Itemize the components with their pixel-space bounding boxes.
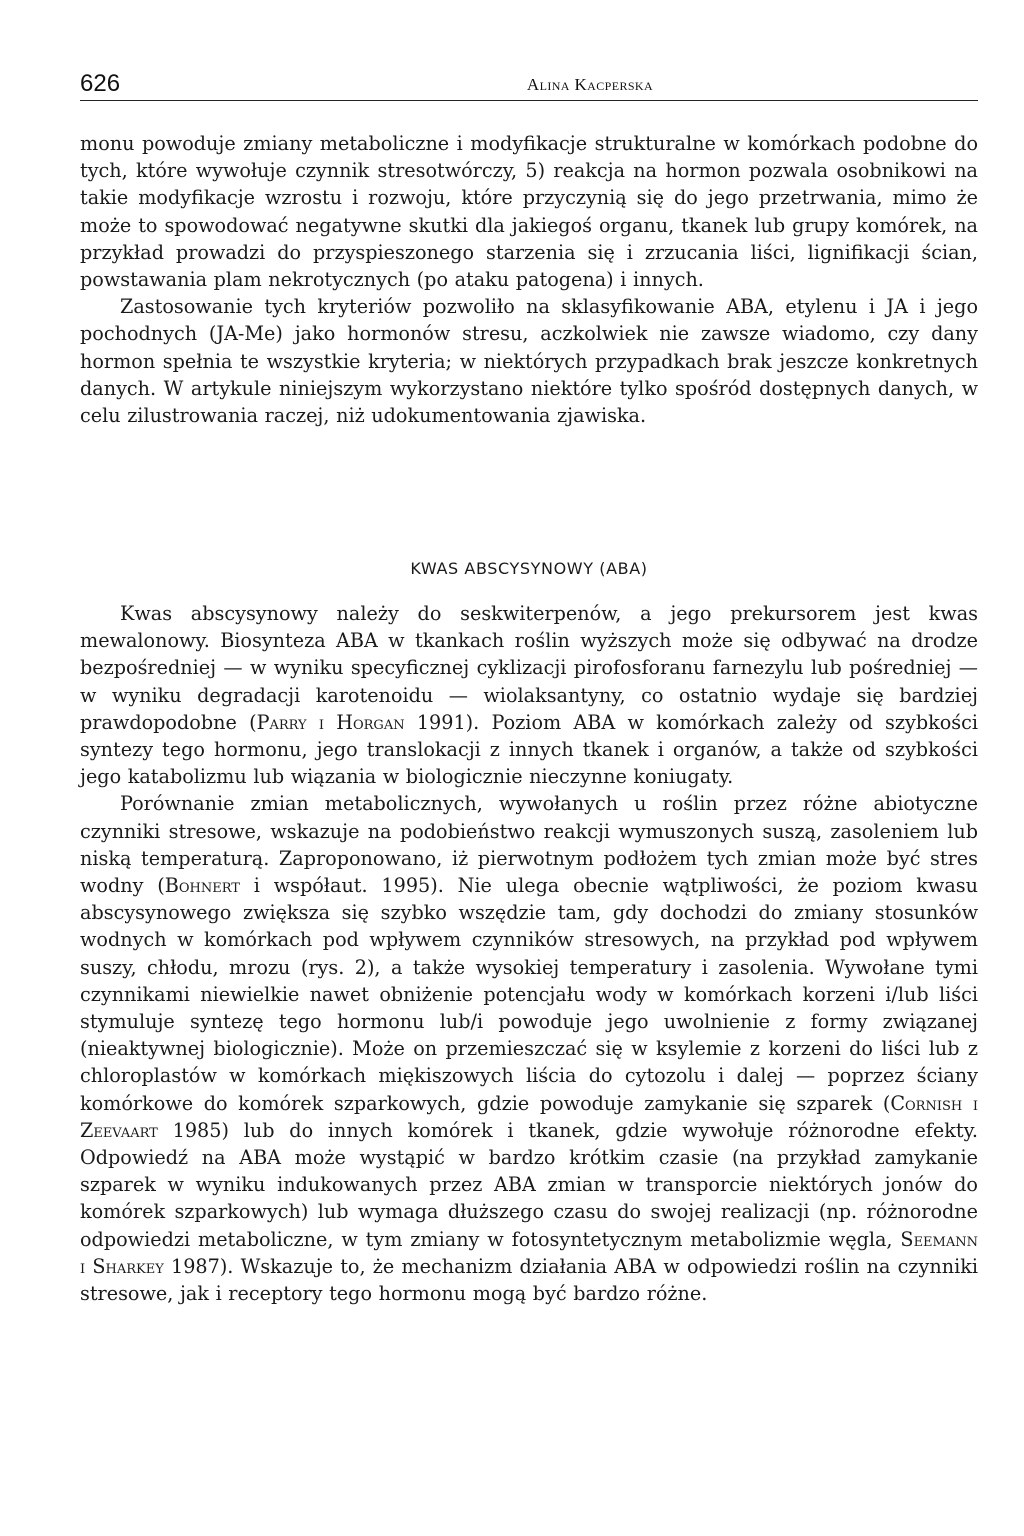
page-number: 626 (80, 70, 121, 97)
citation-parry-horgan: Parry i Horgan (256, 710, 405, 734)
section-text (80, 600, 978, 1307)
section-paragraph-2-text-a: Porównanie zmian metabolicznych, wywołanych u roślin przez różne abiotyczne czynniki stresowe, wskazuje na podobieństwo reakcji wymuszonych suszą, zasoleniem lub niską temperaturą. Zaproponowano, iż pierwotnym podłożem tych zmian może być stres wodny ( (80, 792, 978, 898)
intro-text (80, 130, 978, 429)
section-heading: KWAS ABSCYSYNOWY (ABA) (410, 559, 648, 578)
section-paragraph-1-text-b: 1991). Poziom ABA w komórkach zależy od szybkości syntezy tego hormonu, jego translokacji z innych tkanek i organów, a także od szybkości jego katabolizmu lub wiązania w biologicznie nieczynne koniugaty. (80, 710, 979, 789)
intro-paragraph-1: monu powoduje zmiany metaboliczne i modyfikacje strukturalne w komórkach podobne do tych, które wywołuje czynnik stresotwórczy, 5) reakcja na hormon pozwala osobnikowi na takie modyfikacje wzrostu i rozwoju, które przyczynią się do jego przetrwania, mimo że może to spowodować negatywne skutki dla jakiegoś organu, tkanek lub grupy komórek, na przykład prowadzi do przyspieszonego starzenia się i zrzucania liści, lignifikacji ścian, powstawania plam nekrotycznych (po ataku patogena) i innych. (80, 132, 978, 292)
intro-paragraph-2: Zastosowanie tych kryteriów pozwoliło na sklasyfikowanie ABA, etylenu i JA i jego pochodnych (JA-Me) jako hormonów stresu, aczkolwiek nie zawsze wiadomo, czy dany hormon spełnia te wszystkie kryteria; w niektórych przypadkach brak jeszcze konkretnych danych. W artykule niniejszym wykorzystano niektóre tylko spośród dostępnych danych, w celu zilustrowania raczej, niż udokumentowania zjawiska. (80, 295, 978, 428)
section-paragraph-2-text-b: i współaut. 1995). Nie ulega obecnie wątpliwości, że poziom kwasu abscysynowego zwiększa się szybko wszędzie tam, gdy dochodzi do zmiany stosunków wodnych w komórkach pod wpływem czynników stresowych, na przykład pod wpływem suszy, chłodu, mrozu (rys. 2), a także wysokiej temperatury i zasolenia. Wywołane tymi czynnikami niewielkie nawet obniżenie potencjału wody w komórkach korzeni i/lub liści stymuluje syntezę tego hormonu lub/i powoduje jego uwolnienie z formy związanej (nieaktywnej biologicznie). Może on przemieszczać się w ksylemie z korzeni do liści lub z chloroplastów w komórkach miękiszowych liścia do cytozolu i dalej — poprzez ściany komórkowe do komórek szparkowych, gdzie powoduje zamykanie się szparek ( (80, 874, 978, 1115)
page-header (80, 66, 978, 102)
section-paragraph-2 (80, 790, 978, 1307)
section-paragraph-2-text-d: 1987). Wskazuje to, że mechanizm działania ABA w odpowiedzi roślin na czynniki stresowe, jak i receptory tego hormonu mogą być bardzo różne. (80, 1254, 978, 1306)
header-rule (80, 100, 978, 101)
citation-seemann-sharkey: Seemann i Sharkey (80, 1227, 978, 1278)
running-head-author: Alina Kacperska (526, 75, 654, 94)
citation-bohnert: Bohnert (164, 874, 240, 898)
section-paragraph-1-text-a: Kwas abscysynowy należy do seskwiterpenów, a jego prekursorem jest kwas mewalonowy. Biosynteza ABA w tkankach roślin wyższych może się odbywać na drodze bezpośredniej — w wyniku specyficznej cyklizacji pirofosforanu farnezylu lub pośredniej — w wyniku degradacji karotenoidu — wiolaksantyny, co ostatnio wydaje się bardziej prawdopodobne ( (80, 602, 978, 734)
citation-cornish-zeevaart: Cornish i Zeevaart (80, 1091, 978, 1142)
section-paragraph-1 (80, 600, 978, 790)
section-paragraph-2-text-c: 1985) lub do innych komórek i tkanek, gdzie wywołuje różnorodne efekty. Odpowiedź na ABA może wystąpić w bardzo krótkim czasie (na przykład zamykanie szparek w wyniku indukowanych przez ABA zmian w transporcie niektórych jonów do komórek szparkowych) lub wymaga dłuższego czasu do swojej realizacji (np. różnorodne odpowiedzi metaboliczne, w tym zmiany w fotosyntetycznym metabolizmie węgla, (80, 1118, 978, 1251)
